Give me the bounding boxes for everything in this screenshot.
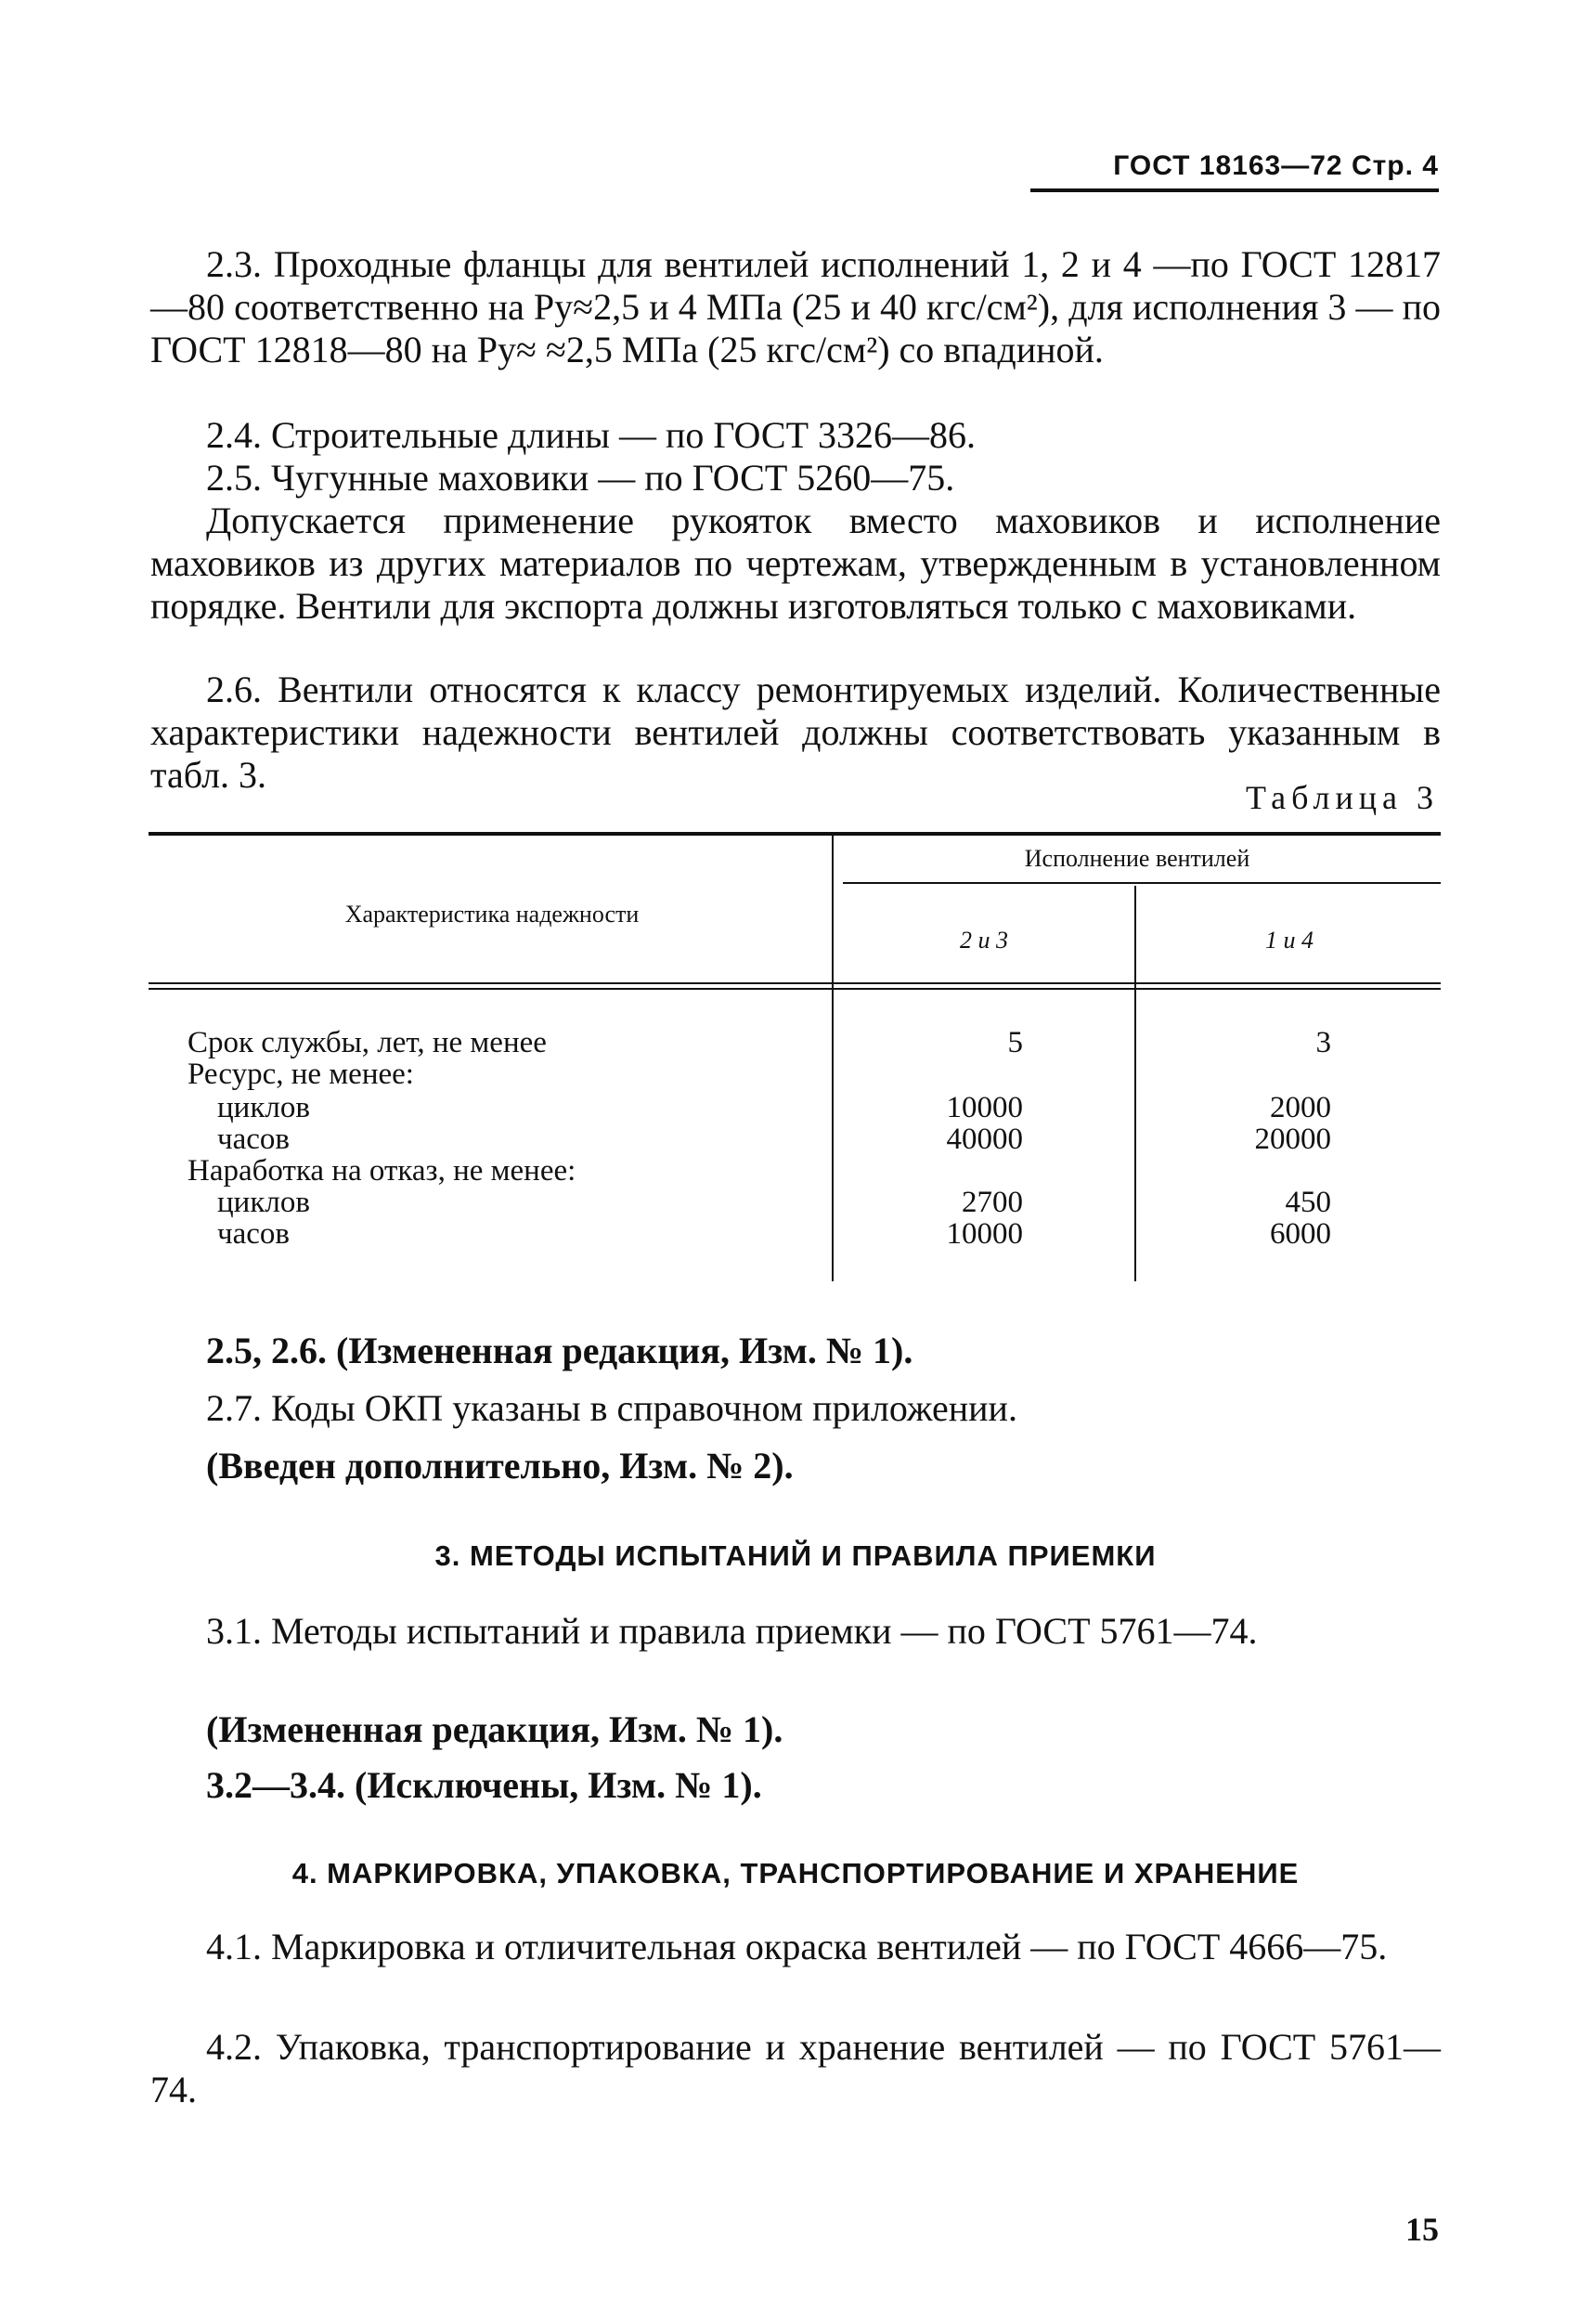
table-cell-col2: 450 <box>1285 1186 1331 1219</box>
table-cell-col2: 3 <box>1315 1026 1331 1059</box>
table-top-rule <box>149 832 1441 836</box>
amendment-note-3: (Измененная редакция, Изм. № 1). <box>206 1708 783 1750</box>
table-cell-col1: 2700 <box>962 1186 1023 1219</box>
table-header-col1: 2 и 3 <box>960 927 1008 954</box>
table-col-divider-2 <box>1134 886 1136 1281</box>
paragraph-2-5: 2.5. Чугунные маховики — по ГОСТ 5260—75. <box>206 457 955 499</box>
table-row-label: Наработка на отказ, не менее: <box>188 1154 576 1188</box>
paragraph-4-2: 4.2. Упаковка, транспортирование и хранение вентилей — по ГОСТ 5761—74. <box>150 2026 1441 2110</box>
table-row-label: часов <box>217 1217 290 1251</box>
table-cell-col2: 20000 <box>1254 1123 1331 1156</box>
table-header-rule-2 <box>149 988 1441 990</box>
table-cell-col1: 40000 <box>946 1123 1023 1156</box>
section-title-4: 4. МАРКИРОВКА, УПАКОВКА, ТРАНСПОРТИРОВАНИЕ И ХРАНЕНИЕ <box>291 1857 1300 1889</box>
page-number: 15 <box>1405 2211 1439 2248</box>
table-caption: Таблица 3 <box>1246 779 1439 816</box>
table-cell-col2: 2000 <box>1270 1091 1331 1124</box>
table-row-label: Ресурс, не менее: <box>188 1058 414 1091</box>
amendment-note-1: 2.5, 2.6. (Измененная редакция, Изм. № 1). <box>206 1330 913 1371</box>
paragraph-3-1: 3.1. Методы испытаний и правила приемки — по ГОСТ 5761—74. <box>206 1610 1258 1652</box>
table-row-label: часов <box>217 1123 290 1156</box>
paragraph-4-1: 4.1. Маркировка и отличительная окраска вентилей — по ГОСТ 4666—75. <box>206 1926 1388 1967</box>
table-header-col2: 1 и 4 <box>1265 927 1314 954</box>
table-cell-col1: 5 <box>1007 1026 1023 1059</box>
paragraph-2-4: 2.4. Строительные длины — по ГОСТ 3326—86. <box>206 414 977 456</box>
paragraph-2-5-note: Допускается применение рукояток вместо маховиков и исполнение маховиков из других материалов по чертежам, утвержденным в установленном порядке. Вентили для экспорта должны изготовляться только с маховиками. <box>150 500 1441 627</box>
table-row-label: Срок службы, лет, не менее <box>188 1026 547 1059</box>
table-group-rule <box>843 882 1441 884</box>
table-header-group: Исполнение вентилей <box>1024 845 1250 872</box>
table-col-divider-1 <box>832 836 834 1281</box>
table-row-label: циклов <box>217 1186 310 1219</box>
section-title-3: 3. МЕТОДЫ ИСПЫТАНИЙ И ПРАВИЛА ПРИЕМКИ <box>434 1539 1157 1572</box>
paragraph-2-7: 2.7. Коды ОКП указаны в справочном приложении. <box>206 1387 1017 1429</box>
header-rule <box>1030 188 1439 192</box>
table-cell-col2: 6000 <box>1270 1217 1331 1251</box>
page-header: ГОСТ 18163—72 Стр. 4 <box>1113 150 1439 181</box>
paragraph-2-6: 2.6. Вентили относятся к классу ремонтируемых изделий. Количественные характеристики надежности вентилей должны соответствовать указанным в табл. 3. <box>150 669 1441 796</box>
table-header-characteristic: Характеристика надежности <box>344 901 640 928</box>
paragraph-2-3: 2.3. Проходные фланцы для вентилей исполнений 1, 2 и 4 —по ГОСТ 12817—80 соответственно на Pу≈2,5 и 4 МПа (25 и 40 кгс/см²), для исполнения 3 — по ГОСТ 12818—80 на Pу≈ ≈2,5 МПа (25 кгс/см²) со впадиной. <box>150 243 1441 370</box>
amendment-note-2: (Введен дополнительно, Изм. № 2). <box>206 1445 794 1487</box>
table-cell-col1: 10000 <box>946 1091 1023 1124</box>
paragraph-3-2: 3.2—3.4. (Исключены, Изм. № 1). <box>206 1764 762 1806</box>
table-header-rule-1 <box>149 982 1441 984</box>
table-cell-col1: 10000 <box>946 1217 1023 1251</box>
table-row-label: циклов <box>217 1091 310 1124</box>
